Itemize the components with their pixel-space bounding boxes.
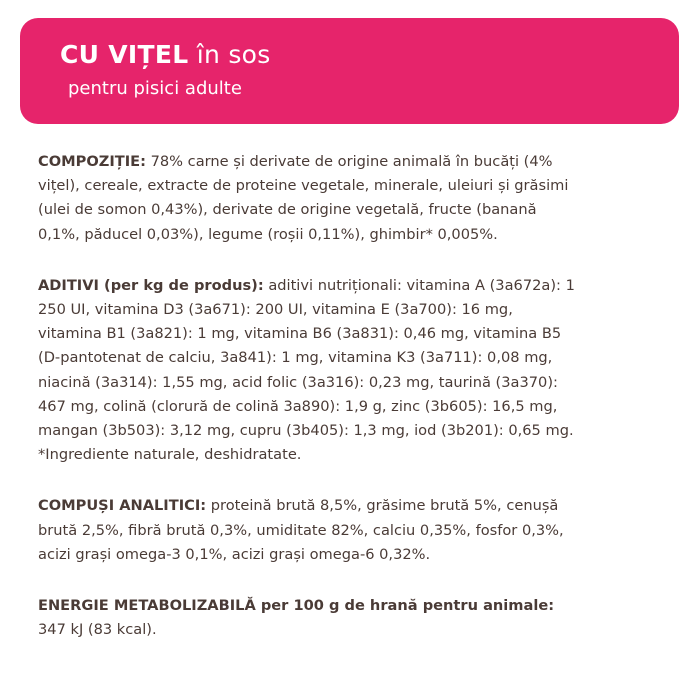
additives-text: vitamina B1 (3a821): 1 mg, vitamina B6 (3a831): 0,46 mg, vitamina B5 [38, 325, 562, 343]
analytical-text: acizi grași omega-3 0,1%, acizi grași omega-6 0,32%. [38, 545, 431, 563]
analytical-text: brută 2,5%, fibră brută 0,3%, umiditate 82%, calciu 0,35%, fosfor 0,3%, [38, 521, 564, 539]
additives-text: 250 UI, vitamina D3 (3a671): 200 UI, vitamina E (3a700): 16 mg, [38, 301, 513, 319]
analytical-section [38, 494, 678, 567]
product-details [38, 150, 678, 669]
additives-text: 467 mg, colină (clorură de colină 3a890): 1,9 g, zinc (3b605): 16,5 mg, [38, 397, 558, 415]
composition-section [38, 150, 678, 247]
composition-text: 0,1%, păducel 0,03%), legume (roșii 0,11%), ghimbir* 0,005%. [38, 225, 498, 243]
energy-section [38, 594, 678, 642]
additives-label: ADITIVI (per kg de produs): [38, 276, 264, 294]
analytical-text: proteină brută 8,5%, grăsime brută 5%, cenușă [206, 497, 559, 515]
additives-text: mangan (3b503): 3,12 mg, cupru (3b405): 1,3 mg, iod (3b201): 0,65 mg. [38, 422, 574, 440]
energy-label: ENERGIE METABOLIZABILĂ per 100 g de hrană pentru animale: [38, 597, 555, 615]
additives-text: aditivi nutriționali: vitamina A (3a672a): 1 [263, 276, 575, 294]
banner-title [60, 40, 271, 69]
energy-value: 347 kJ (83 kcal). [38, 621, 157, 639]
additives-section [38, 274, 678, 468]
additives-text: niacină (3a314): 1,55 mg, acid folic (3a316): 0,23 mg, taurină (3a370): [38, 373, 558, 391]
natural-ingredients-note: *Ingrediente naturale, deshidratate. [38, 446, 302, 464]
composition-label: COMPOZIȚIE: [38, 153, 146, 170]
banner-subtitle: pentru pisici adulte [68, 78, 242, 99]
banner-title-rest: în sos [188, 40, 271, 69]
analytical-label: COMPUȘI ANALITICI: [38, 497, 207, 515]
additives-text: (D-pantotenat de calciu, 3a841): 1 mg, vitamina K3 (3a711): 0,08 mg, [38, 349, 553, 367]
product-banner [20, 18, 679, 124]
banner-title-bold: CU VIȚEL [60, 40, 189, 69]
composition-text: 78% carne și derivate de origine animală în bucăți (4% [145, 153, 553, 170]
composition-text: vițel), cereale, extracte de proteine vegetale, minerale, uleiuri și grăsimi [38, 177, 569, 195]
composition-text: (ulei de somon 0,43%), derivate de origine vegetală, fructe (banană [38, 201, 537, 219]
